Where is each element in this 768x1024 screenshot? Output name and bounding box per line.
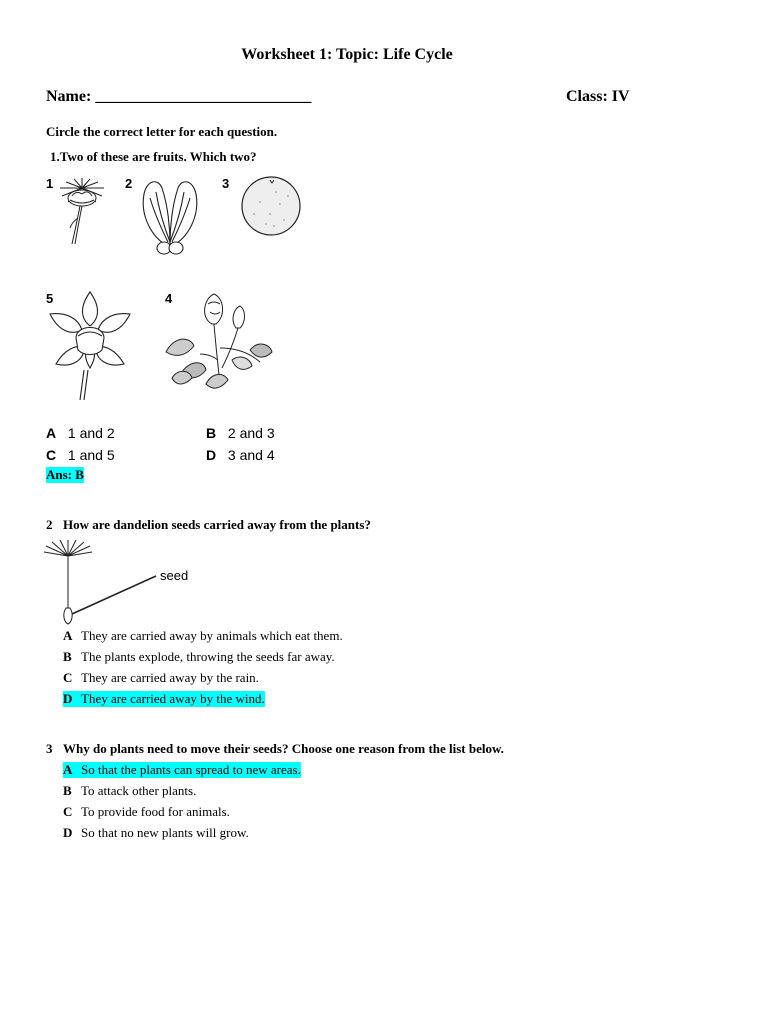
option-letter: B	[63, 649, 72, 664]
option-letter: C	[46, 447, 57, 463]
q1-answer: Ans: B	[46, 467, 84, 482]
option-letter: A	[46, 425, 57, 441]
option-text: 1 and 2	[67, 425, 115, 441]
option-letter: A	[63, 762, 73, 777]
image-number-5: 5	[46, 291, 54, 306]
option-text: So that no new plants will grow.	[81, 825, 249, 840]
option-text: They are carried away by the rain.	[81, 670, 259, 685]
q3-option-b[interactable]	[63, 783, 196, 799]
rose-illustration	[160, 288, 276, 400]
option-text: To provide food for animals.	[81, 804, 230, 819]
seed-label: seed	[160, 568, 189, 583]
q1-option-d[interactable]	[206, 447, 275, 463]
image-number-3: 3	[222, 176, 230, 191]
question-1-text: 1.Two of these are fruits. Which two?	[50, 149, 257, 164]
q2-option-c[interactable]	[63, 670, 259, 686]
option-letter: D	[63, 825, 73, 840]
question-2-text: How are dandelion seeds carried away from the plants?	[63, 517, 371, 532]
option-letter: B	[63, 783, 72, 798]
option-text: To attack other plants.	[81, 783, 197, 798]
option-text: They are carried away by animals which eat them.	[81, 628, 343, 643]
orange-illustration	[240, 174, 304, 238]
q3-option-a-highlighted[interactable]	[63, 762, 301, 778]
q3-option-c[interactable]	[63, 804, 230, 820]
option-letter: C	[63, 670, 73, 685]
q2-option-a[interactable]	[63, 628, 343, 644]
option-letter: C	[63, 804, 73, 819]
q3-option-d[interactable]	[63, 825, 249, 841]
q2-option-b[interactable]	[63, 649, 335, 665]
option-letter: D	[206, 447, 217, 463]
option-letter: A	[63, 628, 73, 643]
class-label: Class: IV	[566, 88, 630, 105]
option-text: The plants explode, throwing the seeds far away.	[81, 649, 335, 664]
q1-option-b[interactable]	[206, 425, 275, 441]
instructions: Circle the correct letter for each question.	[46, 124, 278, 139]
option-text: 3 and 4	[227, 447, 275, 463]
image-number-2: 2	[125, 176, 133, 191]
name-field-label: Name: ___________________________	[46, 88, 312, 105]
option-text: They are carried away by the wind.	[81, 691, 265, 706]
maple-fruit-illustration	[138, 176, 202, 258]
option-letter: B	[206, 425, 217, 441]
option-letter: D	[63, 691, 73, 706]
question-2-number: 2	[46, 517, 53, 532]
option-text: So that the plants can spread to new areas.	[81, 762, 301, 777]
q1-option-a[interactable]	[46, 425, 115, 441]
image-number-4: 4	[165, 291, 173, 306]
dandelion-flower-illustration	[48, 176, 116, 248]
question-3-number: 3	[46, 741, 53, 756]
question-3-text: Why do plants need to move their seeds? Choose one reason from the list below.	[63, 741, 504, 756]
q1-option-c[interactable]	[46, 447, 115, 463]
daffodil-illustration	[44, 288, 136, 402]
worksheet-title: Worksheet 1: Topic: Life Cycle	[241, 46, 453, 63]
option-text: 1 and 5	[67, 447, 115, 463]
image-number-1: 1	[46, 176, 54, 191]
option-text: 2 and 3	[227, 425, 275, 441]
q2-option-d-highlighted[interactable]	[63, 691, 265, 707]
